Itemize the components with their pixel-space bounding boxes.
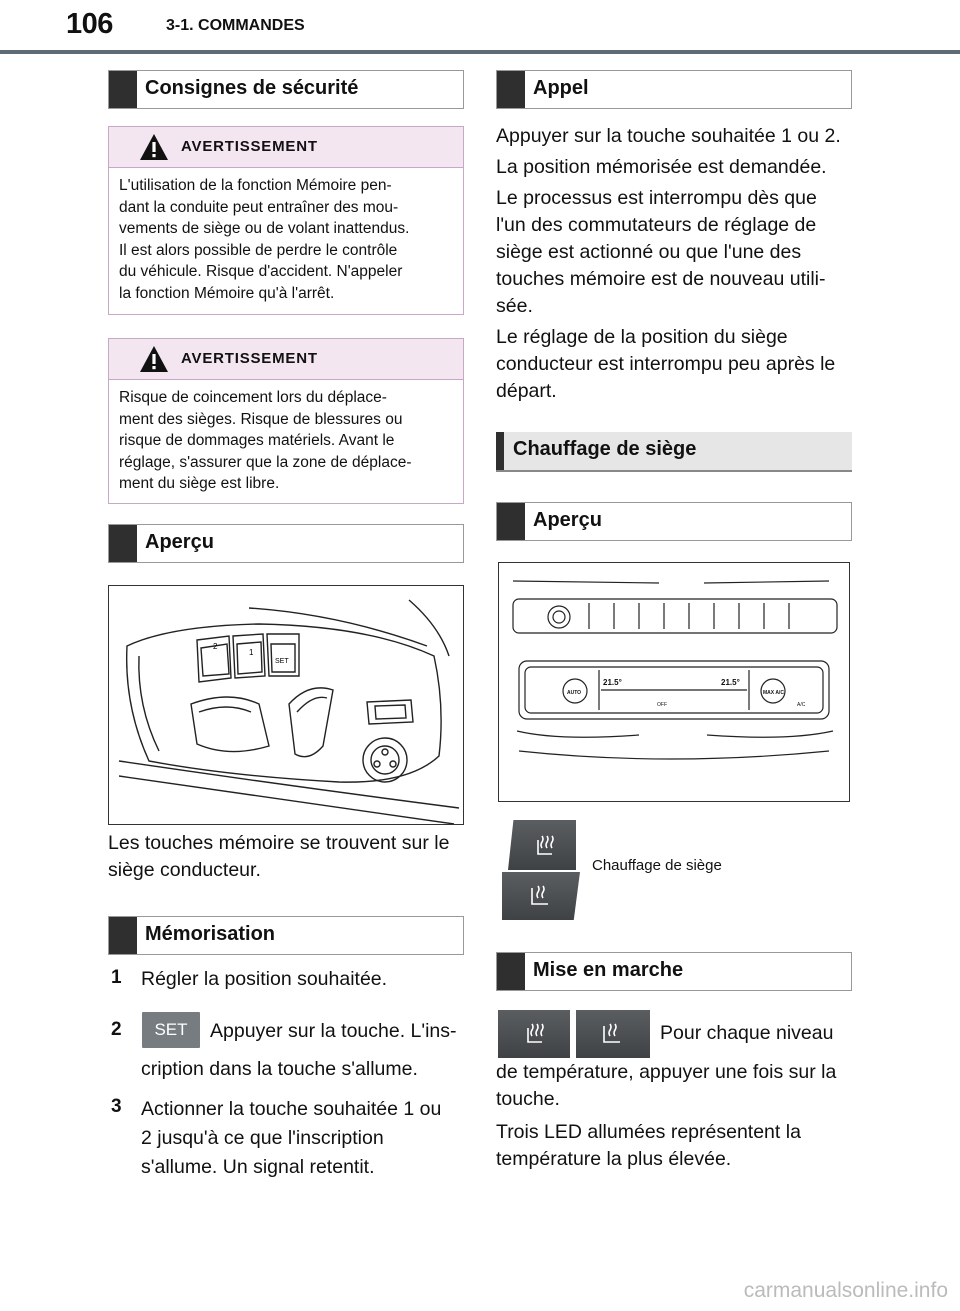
memory-button-1-label: 1: [249, 648, 254, 657]
step-number: 3: [111, 1096, 122, 1117]
warning-box-pinch: [108, 338, 464, 504]
step-text: cription dans la touche s'allume.: [141, 1058, 418, 1080]
seat-heating-button-inline-2[interactable]: [576, 1010, 650, 1058]
section-title: Mise en marche: [533, 959, 684, 981]
section-chauffage: [496, 432, 852, 472]
max-ac-label: MAX A/C: [763, 690, 784, 696]
warning-triangle-icon: [139, 133, 169, 161]
header-rule: [0, 50, 960, 54]
seat-heating-button-front[interactable]: [508, 820, 576, 870]
section-title: Appel: [533, 77, 589, 99]
step-text: Appuyer sur la touche. L'ins-: [210, 1020, 457, 1042]
temp-right: 21.5°: [721, 678, 740, 687]
auto-left-label: AUTO: [567, 690, 582, 696]
warning-label: AVERTISSEMENT: [181, 350, 318, 367]
seat-heating-button-rear[interactable]: [502, 872, 580, 920]
warning-text: Risque de coincement lors du déplace- ment des sièges. Risque de blessures ou risque de dommages matériels. Avant le réglage, s'assurer que la zone de déplace- ment du siège est libre.: [119, 389, 412, 492]
section-apercu-chauffage: [496, 502, 852, 541]
step-text: Régler la position souhaitée.: [141, 968, 388, 990]
step-number: 2: [111, 1019, 122, 1040]
set-button[interactable]: SET: [142, 1012, 200, 1048]
section-title: Aperçu: [145, 531, 214, 553]
watermark: carmanualsonline.info: [743, 1279, 948, 1302]
warning-header: [109, 339, 463, 380]
memory-button-2-label: 2: [213, 642, 218, 651]
step-number: 1: [111, 967, 122, 988]
section-title: Consignes de sécurité: [145, 77, 359, 99]
ac-label: A/C: [797, 702, 806, 708]
section-apercu: [108, 524, 464, 563]
mise-inline-text: Pour chaque niveau: [660, 1022, 834, 1044]
warning-box-memory: [108, 126, 464, 315]
chapter-title: 3-1. COMMANDES: [166, 17, 305, 34]
backrest-heat-icon: [502, 872, 580, 920]
section-appel: [496, 70, 852, 109]
step-text: Actionner la touche souhaitée 1 ou 2 jusqu'à ce que l'inscription s'allume. Un signal retentit.: [141, 1098, 442, 1178]
climate-panel-figure: [498, 562, 850, 802]
section-memorisation: [108, 916, 464, 955]
seat-heat-icon: [508, 820, 576, 870]
warning-text: L'utilisation de la fonction Mémoire pen- dant la conduite peut entraîner des mou- vements de siège ou de volant inattendus. Il est alors possible de perdre le contrôle du véhicule. Risque d'accident. N'appeler la fonction Mémoire qu'à l'arrêt.: [119, 177, 410, 302]
warning-label: AVERTISSEMENT: [181, 138, 318, 155]
appel-text: Appuyer sur la touche souhaitée 1 ou 2. La position mémorisée est demandée. Le processus est interrompu dès que l'un des commutateurs de réglage de siège est actionné ou que l'une des touches mémoire est de nouveau utili- sée. Le réglage de la position du siège conducteur est interrompu peu après le départ.: [496, 125, 841, 402]
warning-triangle-icon: [139, 345, 169, 373]
seat-memory-figure: [108, 585, 464, 825]
seat-heat-icon: [498, 1010, 570, 1058]
section-mise-en-marche: [496, 952, 852, 991]
seat-controls-illustration: [109, 586, 463, 824]
temp-left: 21.5°: [603, 678, 622, 687]
section-consignes: [108, 70, 464, 109]
figure-caption: Les touches mémoire se trouvent sur le siège conducteur.: [108, 832, 450, 881]
heat-caption: Chauffage de siège: [592, 857, 722, 874]
backrest-heat-icon: [576, 1010, 650, 1058]
mise-text: de température, appuyer une fois sur la touche. Trois LED allumées représentent la température la plus élevée.: [496, 1061, 837, 1170]
section-title: Mémorisation: [145, 923, 276, 945]
section-title: Aperçu: [533, 509, 602, 531]
page-number: 106: [66, 8, 113, 40]
memory-button-set-label: SET: [275, 658, 289, 665]
climate-panel-illustration: [499, 563, 849, 801]
seat-heating-button-inline-1[interactable]: [498, 1010, 570, 1058]
warning-header: [109, 127, 463, 168]
section-title: Chauffage de siège: [513, 438, 697, 460]
off-label: OFF: [657, 702, 667, 708]
